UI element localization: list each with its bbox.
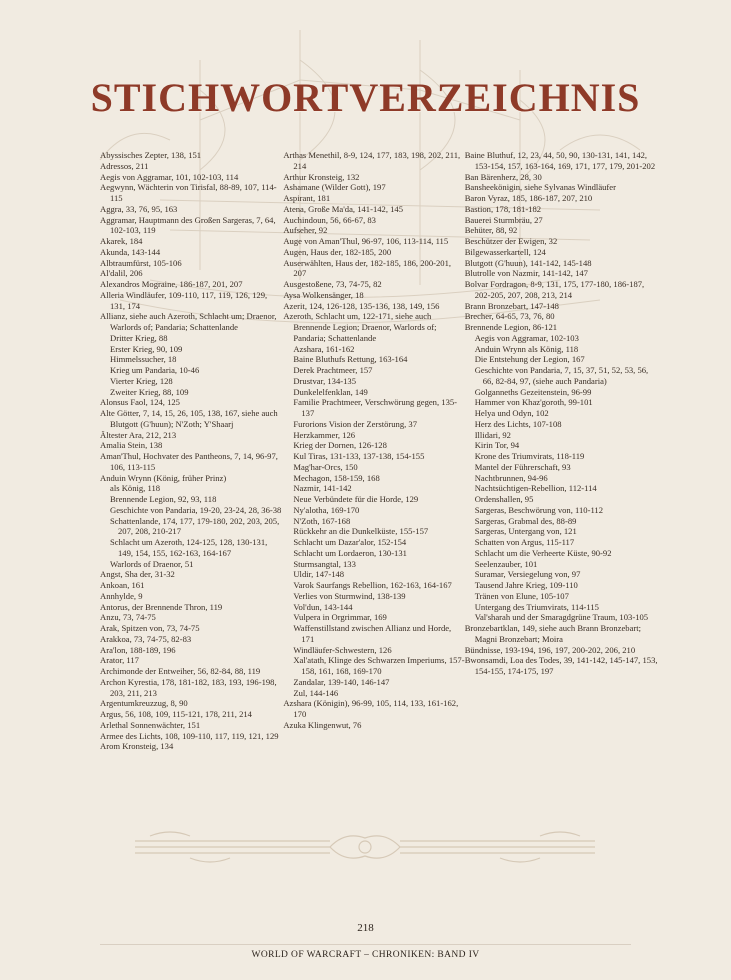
index-entry: Geschichte von Pandaria, 7, 15, 37, 51, 52, 53, 56, 66, 82-84, 97, (siehe auch Pandaria) [474,365,649,386]
footer-divider [100,944,631,945]
index-entry: Blutgott (G'huun), 141-142, 145-148 [464,257,592,268]
index-entry: Angst, Sha der, 31-32 [100,569,175,580]
index-entry: Antorus, der Brennende Thron, 119 [100,601,223,612]
index-entry: Nachtbrunnen, 94-96 [474,472,548,483]
index-entry: Anzu, 73, 74-75 [100,612,156,623]
index-entry: Sargeras, Beschwörung von, 110-112 [474,504,604,515]
index-entry: Mag'har-Orcs, 150 [293,461,358,472]
index-entry: Vierter Krieg, 128 [110,375,173,386]
index-column-3 [465,150,660,752]
index-entry: Ankoan, 161 [100,580,145,590]
index-entry: Schlacht um die Verheerte Küste, 90-92 [474,547,612,558]
page-number: 218 [357,922,374,934]
index-entry: Bansheekönigin, siehe Sylvanas Windläufer [464,182,616,193]
index-entry: Azshara, 161-162 [293,343,355,354]
index-entry: Xal'atath, Klinge des Schwarzen Imperiums, 157-158, 161, 168, 169-170 [293,655,465,676]
index-entry: Brecher, 64-65, 73, 76, 80 [464,311,555,322]
index-entry: Beschützer der Ewigen, 32 [464,236,558,246]
index-entry: Windläufer-Schwestern, 126 [293,644,392,655]
index-entry: Herz des Lichts, 107-108 [474,418,562,429]
index-entry: Die Entstehung der Legion, 167 [474,354,585,365]
index-entry: Sturmsangtal, 133 [293,558,356,569]
index-entry: Baine Bluthufs Rettung, 163-164 [293,354,408,365]
index-entry: Suramar, Versiegelung von, 97 [474,569,581,580]
index-entry: Hammer von Khaz'goroth, 99-101 [474,397,593,408]
index-entry: Azshara (Königin), 96-99, 105, 114, 133, 161-162, 170 [283,698,459,719]
index-entry: N'Zoth, 167-168 [293,515,351,526]
index-entry: Vol'dun, 143-144 [293,601,353,612]
index-entry: Rückkehr an die Dunkelküste, 155-157 [293,526,429,537]
index-entry: Vulpera in Orgrimmar, 169 [293,612,387,623]
index-entry: Illidari, 92 [474,429,511,440]
index-entry: Arak, Spitzen von, 73, 74-75 [100,623,200,633]
index-entry: Bwonsamdi, Loa des Todes, 39, 141-142, 145-147, 153, 154-155, 174-175, 197 [464,655,658,676]
index-entry: Behüter, 88, 92 [464,225,518,236]
index-entry: Blutrolle von Nazmir, 141-142, 147 [464,268,588,279]
index-entry: Nachtsüchtigen-Rebellion, 112-114 [474,483,597,494]
index-entry: Schlacht um Dazar'alor, 152-154 [293,537,407,547]
index-entry: Aegis von Aggramar, 101, 102-103, 114 [100,171,239,182]
index-entry: Alonsus Faol, 124, 125 [100,397,180,408]
index-entry: Mechagon, 158-159, 168 [293,472,380,483]
index-entry: Bolvar Fordragon, 8-9, 131, 175, 177-180, 186-187, 202-205, 207, 208, 213, 214 [464,279,645,300]
index-entry: Ashamane (Wilder Gott), 197 [283,182,386,193]
index-entry: Baine Bluthuf, 12, 23, 44, 50, 90, 130-131, 141, 142, 153-154, 157, 163-164, 169, 171, 177, 179, 201-202 [464,150,656,171]
index-entry: Zul, 144-146 [293,687,339,698]
page-title: STICHWORTVERZEICHNIS [90,75,641,120]
index-entry: Bilgewasserkartell, 124 [464,246,546,257]
index-entry: Dunkelelfenklan, 149 [293,386,368,397]
index-entry: Brennende Legion, 92, 93, 118 [110,494,217,504]
index-entry: Arom Kronsteig, 134 [100,741,174,752]
running-footer: WORLD OF WARCRAFT – CHRONIKEN: BAND IV [251,950,480,960]
index-entry: Krieg der Dornen, 126-128 [293,440,387,451]
index-entry: Adressos, 211 [100,160,149,171]
index-entry: Brann Bronzebart, 147-148 [464,300,559,311]
index-entry: Armee des Lichts, 108, 109-110, 117, 119, 121, 129 [100,730,279,741]
index-entry: Arlethal Sonnenwächter, 151 [100,719,201,730]
index-entry: Auge von Aman'Thul, 96-97, 106, 113-114, 115 [283,236,449,246]
index-entry: Abyssisches Zepter, 138, 151 [100,150,202,160]
index-entry: Akarek, 184 [100,236,143,246]
index-entry: Helya und Odyn, 102 [474,408,549,418]
index-entry: Familie Prachtmeer, Verschwörung gegen, 135-137 [293,397,458,418]
index-entry: Aggra, 33, 76, 95, 163 [100,203,178,214]
index-entry: Kul Tiras, 131-133, 137-138, 154-155 [293,451,425,461]
index-entry: Aufseher, 92 [283,225,328,236]
index-entry: Arator, 117 [100,655,139,666]
index-entry: Himmelssucher, 18 [110,354,177,365]
index-entry: Azuka Klingenwut, 76 [283,719,362,730]
index-entry: Schatten von Argus, 115-117 [474,537,575,547]
index-entry: Auchindoun, 56, 66-67, 83 [283,214,376,225]
decorative-border-ornament [130,826,600,868]
index-entry: Erster Krieg, 90, 109 [110,343,183,354]
index-entry: Argentumkreuzzug, 8, 90 [100,698,188,709]
index-entry: Waffenstillstand zwischen Allianz und Horde, 171 [293,623,452,644]
index-entry: Uldir, 147-148 [293,569,345,580]
index-entry: Mantel der Führerschaft, 93 [474,461,571,472]
index-column-2 [283,150,464,752]
index-entry: Tränen von Elune, 105-107 [474,590,569,601]
index-entry: Aggramar, Hauptmann des Großen Sargeras, 7, 64, 102-103, 119 [100,214,276,236]
index-entry: Schattenlande, 174, 177, 179-180, 202, 203, 205, 207, 208, 210-217 [110,515,280,537]
index-entry: Anduin Wrynn (König, früher Prinz) [100,472,227,483]
index-entry: Brennende Legion, 86-121 [464,322,558,332]
index-entry: Aman'Thul, Hochvater des Pantheons, 7, 14, 96-97, 106, 113-115 [100,451,278,472]
index-entry: Zweiter Krieg, 88, 109 [110,386,189,397]
index-entry: Sargeras, Untergang von, 121 [474,526,577,537]
index-entry: Tausend Jahre Krieg, 109-110 [474,580,578,590]
index-entry: Allianz, siehe auch Azeroth, Schlacht um; Draenor, Warlords of; Pandaria; Schattenlande [100,311,277,332]
index-entry: Atena, Große Ma'da, 141-142, 145 [283,203,404,214]
index-entry: Ara'lon, 188-189, 196 [100,644,176,655]
index-entry: Ordenshallen, 95 [474,494,534,504]
index-entry: Aegwynn, Wächterin von Tirisfal, 88-89, 107, 114-115 [100,182,277,203]
index-entry: Bauerei Sturmbräu, 27 [464,214,543,225]
index-entry: Geschichte von Pandaria, 19-20, 23-24, 28, 36-38 [110,504,282,515]
index-entry: Alte Götter, 7, 14, 15, 26, 105, 138, 167, siehe auch Blutgott (G'huun); N'Zoth; Y'Shaarj [100,408,278,429]
index-entry: Bastion, 178, 181-182 [464,203,542,214]
index-entry: Augen, Haus der, 182-185, 200 [283,246,392,257]
index-entry: Golganneths Gezeitenstein, 96-99 [474,386,592,397]
index-entry: Val'sharah und der Smaragdgrüne Traum, 103-105 [474,612,649,623]
index-entry: Schlacht um Lordaeron, 130-131 [293,547,407,558]
index-entry: Alexandros Mograine, 186-187, 201, 207 [100,279,243,289]
index-column-1 [100,150,281,752]
index-entry: Neue Verbündete für die Horde, 129 [293,494,419,504]
index-entry: Verlies von Sturmwind, 138-139 [293,590,406,601]
index-entry: Sargeras, Grabmal des, 88-89 [474,515,577,526]
index-entry: Al'dalil, 206 [100,268,143,279]
index-entry: Auserwählten, Haus der, 182-185, 186, 200-201, 207 [283,257,452,279]
index-columns [100,150,660,752]
index-entry: Azeroth, Schlacht um, 122-171, siehe auch Brennende Legion; Draenor, Warlords of; Pandaria; Schattenlande [283,311,437,343]
index-entry: Warlords of Draenor, 51 [110,558,194,569]
index-entry: Argus, 56, 108, 109, 115-121, 178, 211, 214 [100,709,252,719]
index-entry: Furorions Vision der Zerstörung, 37 [293,418,418,429]
index-entry: Nazmir, 141-142 [293,483,352,494]
index-entry: Drustvar, 134-135 [293,375,357,386]
index-entry: Krone des Triumvirats, 118-119 [474,451,585,461]
index-entry: Krieg um Pandaria, 10-46 [110,365,200,375]
index-entry: Ältester Ara, 212, 213 [100,429,177,440]
index-entry: Kirin Tor, 94 [474,440,520,451]
index-entry: Bündnisse, 193-194, 196, 197, 200-202, 206, 210 [464,644,636,655]
index-entry: Anduin Wrynn als König, 118 [474,343,579,354]
index-entry: Ny'alotha, 169-170 [293,504,360,515]
index-entry: Zandalar, 139-140, 146-147 [293,676,390,687]
index-entry: als König, 118 [110,483,161,494]
index-entry: Amalia Stein, 138 [100,440,163,451]
index-entry: Akunda, 143-144 [100,246,161,257]
index-entry: Azerit, 124, 126-128, 135-136, 138, 149, 156 [283,300,440,311]
index-entry: Arthur Kronsteig, 132 [283,171,360,182]
index-entry: Aegis von Aggramar, 102-103 [474,332,579,343]
index-entry: Schlacht um Azeroth, 124-125, 128, 130-131, 149, 154, 155, 162-163, 164-167 [110,537,268,558]
index-entry: Archon Kyrestia, 178, 181-182, 183, 193, 196-198, 203, 211, 213 [100,676,277,698]
index-entry: Alleria Windläufer, 109-110, 117, 119, 126, 129, 131, 174 [100,289,268,311]
index-entry: Ausgestoßene, 73, 74-75, 82 [283,279,382,289]
index-entry: Herzkammer, 126 [293,429,356,440]
index-entry: Bronzebartklan, 149, siehe auch Brann Bronzebart; Magni Bronzebart; Moira [464,623,642,644]
index-entry: Aysa Wolkensänger, 18 [283,289,364,300]
index-entry: Dritter Krieg, 88 [110,332,168,343]
index-entry: Albtraumfürst, 105-106 [100,257,182,268]
index-entry: Ban Bärenherz, 28, 30 [464,171,542,182]
index-entry: Seelenzauber, 101 [474,558,538,569]
index-entry: Baron Vyraz, 185, 186-187, 207, 210 [464,193,593,203]
index-entry: Derek Prachtmeer, 157 [293,365,373,375]
index-entry: Varok Saurfangs Rebellion, 162-163, 164-167 [293,580,452,590]
index-entry: Arthas Menethil, 8-9, 124, 177, 183, 198, 202, 211, 214 [283,150,461,171]
index-entry: Annhylde, 9 [100,590,143,601]
index-entry: Aspirant, 181 [283,193,331,203]
index-entry: Archimonde der Entweiher, 56, 82-84, 88, 119 [100,666,261,676]
index-entry: Untergang des Triumvirats, 114-115 [474,601,599,612]
index-entry: Arakkoa, 73, 74-75, 82-83 [100,633,192,644]
